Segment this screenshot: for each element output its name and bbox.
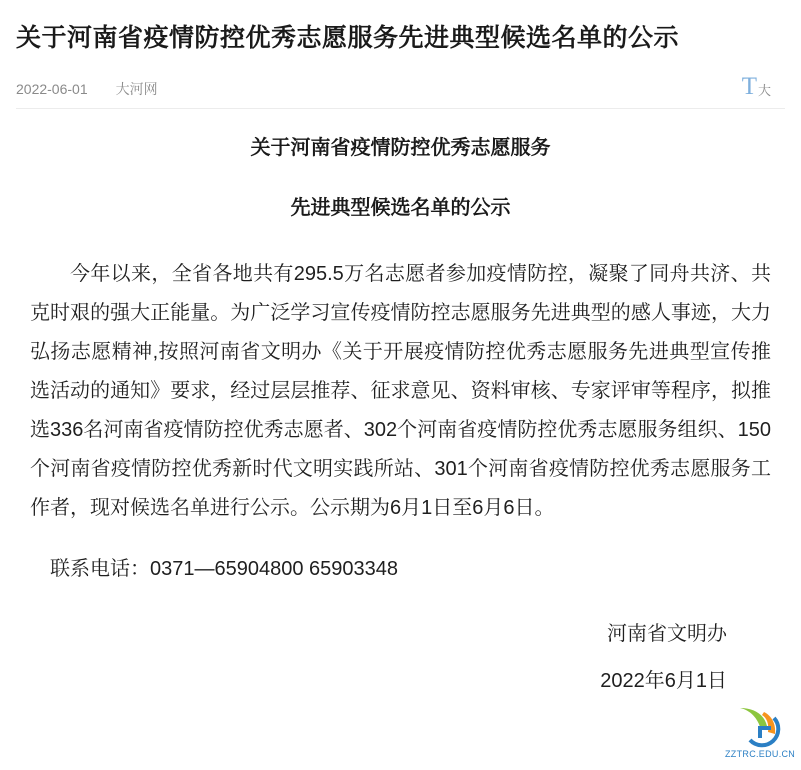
contact-phone-line: 联系电话：0371—65904800 65903348 — [50, 558, 399, 580]
font-size-toggle-label: 大 — [757, 83, 771, 98]
document-body — [16, 131, 785, 701]
signature-organization: 河南省文明办 — [607, 623, 727, 645]
article-source: 大河网 — [115, 81, 158, 97]
page-title: 关于河南省疫情防控优秀志愿服务先进典型候选名单的公示 — [16, 24, 680, 52]
header-divider — [16, 108, 785, 109]
document-heading-line-1: 关于河南省疫情防控优秀志愿服务 — [250, 137, 551, 159]
article-meta — [16, 73, 785, 102]
watermark — [725, 704, 796, 766]
watermark-text: ZZTRC.EDU.CN — [725, 749, 796, 759]
signature-date: 2022年6月1日 — [600, 670, 727, 692]
publish-date: 2022-06-01 — [16, 81, 88, 97]
font-size-toggle-button[interactable] — [742, 74, 771, 99]
document-paragraph: 今年以来，全省各地共有295.5万名志愿者参加疫情防控，凝聚了同舟共济、共克时艰的强大正能量。为广泛学习宣传疫情防控志愿服务先进典型的感人事迹，大力弘扬志愿精神,按照河南省文明办《关于开展疫情防控优秀志愿服务先进典型宣传推选活动的通知》要求，经过层层推荐、征求意见、资料审核、专家评审等程序，拟推选336名河南省疫情防控优秀志愿者、302个河南省疫情防控优秀志愿服务组织、150个河南省疫情防控优秀新时代文明实践所站、301个河南省疫情防控优秀志愿服务工作者，现对候选名单进行公示。公示期为6月1日至6月6日。 — [30, 263, 771, 519]
text-size-icon: T — [741, 73, 757, 100]
signature-block — [30, 615, 771, 701]
document-heading-line-2: 先进典型候选名单的公示 — [290, 197, 511, 219]
site-logo-icon — [734, 704, 782, 748]
